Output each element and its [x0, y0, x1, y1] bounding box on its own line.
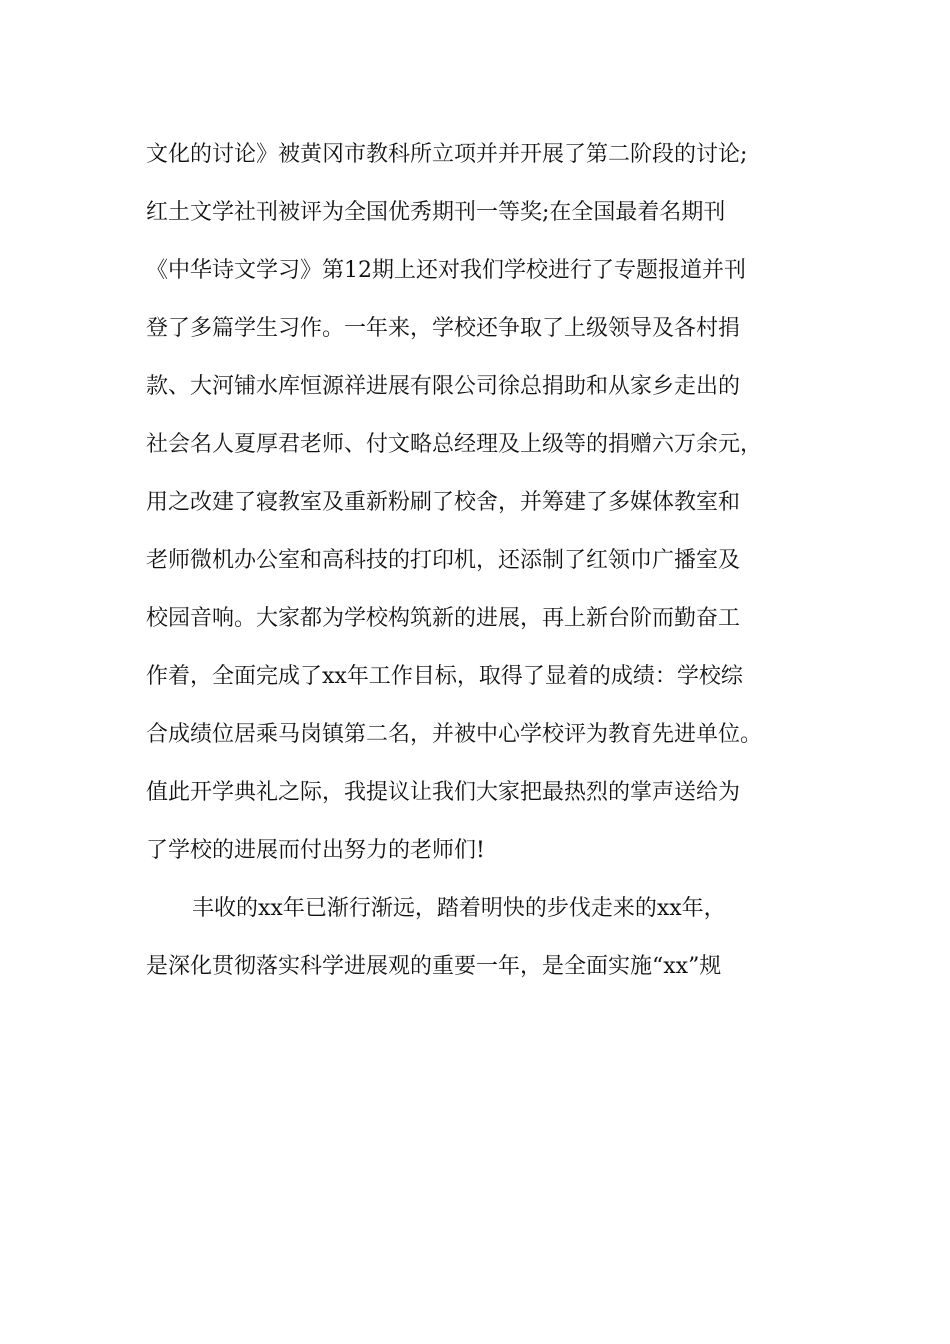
text-line: 作着，全面完成了xx年工作目标，取得了显着的成绩：学校综: [146, 664, 743, 689]
text-line: 校园音响。大家都为学校构筑新的进展，再上新台阶而勤奋工: [146, 606, 741, 631]
text-line: 社会名人夏厚君老师、付文略总经理及上级等的捐赠六万余元，: [146, 432, 763, 457]
text-line: 红土文学社刊被评为全国优秀期刊一等奖;在全国最着名期刊: [146, 200, 726, 225]
body-text: [146, 126, 836, 996]
paragraph-start-line: 丰收的xx年已渐行渐远，踏着明快的步伐走来的xx年，: [192, 896, 726, 921]
text-line: 用之改建了寝教室及重新粉刷了校舍，并筹建了多媒体教室和: [146, 490, 741, 515]
text-line: 值此开学典礼之际，我提议让我们大家把最热烈的掌声送给为: [146, 780, 741, 805]
text-line: 文化的讨论》被黄冈市教科所立项并并开展了第二阶段的讨论;: [146, 142, 748, 167]
text-line: 款、大河铺水库恒源祥进展有限公司徐总捐助和从家乡走出的: [146, 374, 741, 399]
text-line: 合成绩位居乘马岗镇第二名，并被中心学校评为教育先进单位。: [146, 722, 763, 747]
text-line: 登了多篇学生习作。一年来，学校还争取了上级领导及各村捐: [146, 316, 741, 341]
text-line: 了学校的进展而付出努力的老师们!: [146, 838, 485, 863]
text-line: 《中华诗文学习》第12期上还对我们学校进行了专题报道并刊: [146, 258, 746, 283]
text-line: 老师微机办公室和高科技的打印机，还添制了红领巾广播室及: [146, 548, 741, 573]
text-line: 是深化贯彻落实科学进展观的重要一年，是全面实施“xx”规: [146, 954, 722, 979]
